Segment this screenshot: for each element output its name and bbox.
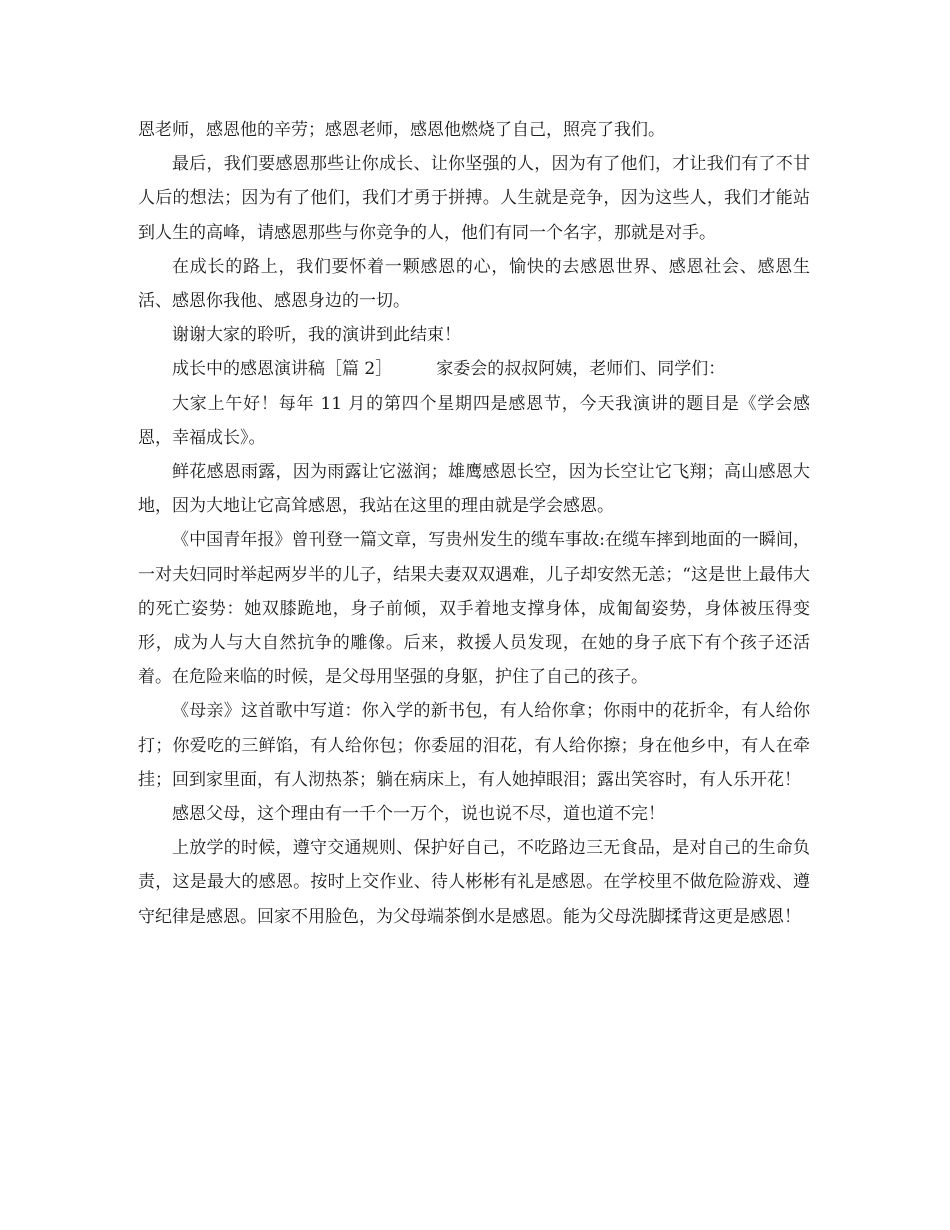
document-body [138, 113, 810, 934]
paragraph: 鲜花感恩雨露，因为雨露让它滋润；雄鹰感恩长空，因为长空让它飞翔；高山感恩大地，因为大地让它高耸感恩，我站在这里的理由就是学会感恩。 [138, 462, 810, 517]
paragraph: 《中国青年报》曾刊登一篇文章，写贵州发生的缆车事故:在缆车摔到地面的一瞬间，一对夫妇同时举起两岁半的儿子，结果夫妻双双遇难，儿子却安然无恙；“这是世上最伟大的死亡姿势：她双膝跪地，身子前倾，双手着地支撑身体，成匍匐姿势，身体被压得变形，成为人与大自然抗争的雕像。后来，救援人员发现，在她的身子底下有个孩子还活着。在危险来临的时候，是父母用坚强的身躯，护住了自己的孩子。 [138, 530, 810, 688]
paragraph: 最后，我们要感恩那些让你成长、让你坚强的人，因为有了他们，才让我们有了不甘人后的想法；因为有了他们，我们才勇于拼搏。人生就是竞争，因为这些人，我们才能站到人生的高峰，请感恩那些与你竞争的人，他们有同一个名字，那就是对手。 [138, 154, 810, 243]
speech-heading [138, 352, 810, 386]
speech-title: 成长中的感恩演讲稿［篇 2］ [172, 359, 393, 380]
paragraph: 恩老师，感恩他的辛劳；感恩老师，感恩他燃烧了自己，照亮了我们。 [138, 120, 665, 140]
paragraph: 上放学的时候，遵守交通规则、保护好自己，不吃路边三无食品，是对自己的生命负责，这是最大的感恩。按时上交作业、待人彬彬有礼是感恩。在学校里不做危险游戏、遵守纪律是感恩。回家不用脸色，为父母端茶倒水是感恩。能为父母洗脚揉背这更是感恩！ [138, 838, 810, 927]
paragraph: 感恩父母，这个理由有一千个一万个，说也说不尽，道也道不完！ [172, 804, 665, 825]
paragraph: 谢谢大家的聆听，我的演讲到此结束！ [172, 325, 461, 346]
paragraph: 大家上午好！每年 11 月的第四个星期四是感恩节，今天我演讲的题目是《学会感恩，幸福成长》。 [138, 393, 810, 448]
speech-greeting: 家委会的叔叔阿姨，老师们、同学们： [436, 359, 726, 380]
paragraph: 《母亲》这首歌中写道：你入学的新书包，有人给你拿；你雨中的花折伞，有人给你打；你爱吃的三鲜馅，有人给你包；你委屈的泪花，有人给你擦；身在他乡中，有人在牵挂；回到家里面，有人沏热茶；躺在病床上，有人她掉眼泪；露出笑容时，有人乐开花！ [138, 701, 810, 790]
paragraph: 在成长的路上，我们要怀着一颗感恩的心，愉快的去感恩世界、感恩社会、感恩生活、感恩你我他、感恩身边的一切。 [138, 256, 810, 312]
